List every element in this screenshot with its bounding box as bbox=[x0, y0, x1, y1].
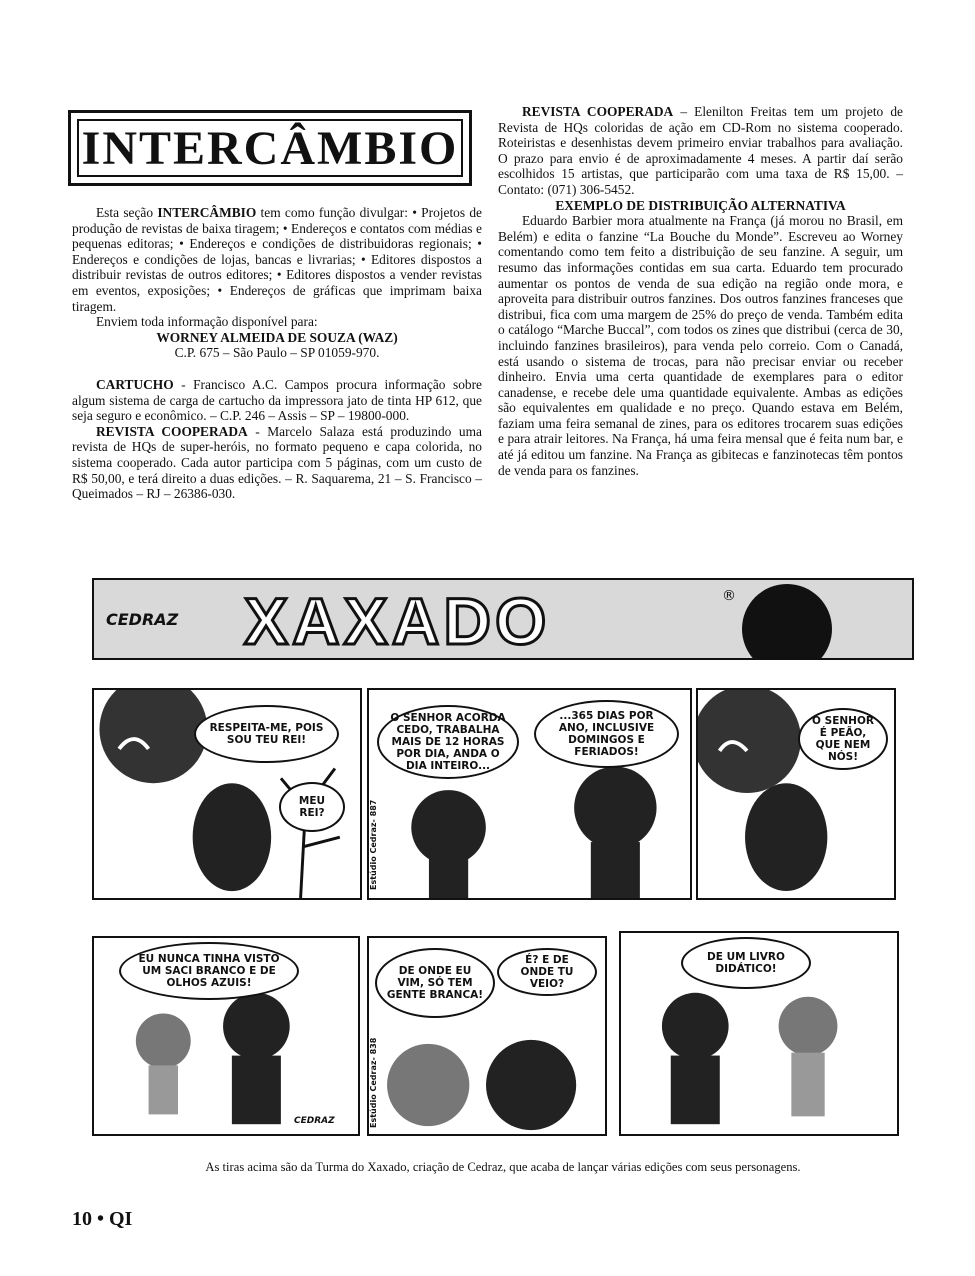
intro-text-bold: INTERCÂMBIO bbox=[157, 205, 257, 220]
example-heading bbox=[498, 198, 903, 214]
speech-bubble: O SENHOR É PEÃO, QUE NEM NÓS! bbox=[798, 708, 888, 770]
spacer bbox=[72, 361, 482, 377]
comic-caption: As tiras acima são da Turma do Xaxado, criação de Cedraz, que acaba de lançar várias edições com seus personagens. bbox=[205, 1160, 801, 1174]
contact-name-text: WORNEY ALMEIDA DE SOUZA (WAZ) bbox=[156, 329, 398, 345]
example-text: Eduardo Barbier mora atualmente na França (já morou no Brasil, em Belém) e edita o fanzine “La Bouche du Monde”. Escreveu ao Worney comentando como tem feito a distribuição de seu fanzine. A seguir, um resumo das informações contidas em sua carta. Eduardo tem procurado aumentar os pontos de venda de sua edição na região onde mora, e aproveita para distribuir outros fanzines. Dos outros fanzines franceses que distribui, fica com uma margem de 25% do preço de venda. Também edita o catálogo “Marche Buccal”, com todos os zines que distribui (cerca de 30, incluindo fanzines brasileiros), para venda pelo correio. Com o Canadá, está usando o sistema de trocas, para não precisar enviar ou receber dinheiro. Envia uma certa quantidade de exemplares para o editor canadense, e recebe dele uma quantidade equivalente. Ambas as edições são equivalentes em qualidade e no preço. Quando estava em Belém, faziam uma feira semanal de zines, para os editores trocarem suas edições e para atrair leitores. Na França, há uma feira mensal que é feita num bar, e até já editou um fanzine. Na França as gibitecas e fanzinotecas têm pontos de venda para os fanzines. bbox=[498, 213, 903, 478]
speech-bubble: MEU REI? bbox=[279, 782, 345, 832]
speech-bubble: DE UM LIVRO DIDÁTICO! bbox=[681, 937, 811, 989]
strip1-panel3 bbox=[696, 688, 896, 900]
strip2-panel1 bbox=[92, 936, 360, 1136]
strip2-panel2 bbox=[367, 936, 607, 1136]
comic-strips bbox=[92, 578, 914, 1158]
banner-author: CEDRAZ bbox=[106, 610, 179, 629]
speech-bubble: DE ONDE EU VIM, SÓ TEM GENTE BRANCA! bbox=[375, 948, 495, 1018]
section-title-frame bbox=[77, 119, 463, 177]
strip1-panel2 bbox=[367, 688, 692, 900]
section-title: INTERCÂMBIO bbox=[81, 121, 459, 175]
example-heading-text: EXEMPLO DE DISTRIBUIÇÃO ALTERNATIVA bbox=[555, 197, 846, 213]
studio-credit: Estúdio Cedraz- 887 bbox=[369, 799, 378, 890]
item-revista-cooperada-2 bbox=[498, 104, 903, 198]
speech-bubble: ...365 DIAS POR ANO, INCLUSIVE DOMINGOS E FERIADOS! bbox=[534, 700, 679, 768]
cartoonist-signature: CEDRAZ bbox=[294, 1116, 335, 1126]
comic-banner bbox=[92, 578, 914, 660]
item-heading: REVISTA COOPERADA bbox=[96, 423, 248, 439]
banner-title: XAXADO bbox=[244, 584, 551, 658]
item-heading: CARTUCHO bbox=[96, 376, 174, 392]
character-head-illustration bbox=[742, 584, 832, 660]
right-column bbox=[498, 104, 903, 478]
studio-credit: Estúdio Cedraz- 838 bbox=[369, 1037, 378, 1128]
speech-bubble: O SENHOR ACORDA CEDO, TRABALHA MAIS DE 12 HORAS POR DIA, ANDA O DIA INTEIRO... bbox=[377, 705, 519, 779]
item-revista-cooperada-1 bbox=[72, 424, 482, 502]
speech-bubble: RESPEITA-ME, POIS SOU TEU REI! bbox=[194, 705, 339, 763]
strip2-panel3 bbox=[619, 931, 899, 1136]
intro-paragraph bbox=[72, 205, 482, 314]
intro-text-post: tem como função divulgar: • Projetos de produção de revistas de baixa tiragem; • Endereços e contatos com médias e pequenas editoras; • Endereços e condições de distribuidoras regionais; • Endereços e condições de lojas, bancas e livrarias; • Editores dispostos a distribuir revistas de outros editores; • Editores dispostos a vender revistas em eventos, exposições; • Endereços de gráficas que imprimam baixa tiragem. bbox=[72, 205, 482, 314]
item-text: - Marcelo Salaza está produzindo uma revista de HQs de super-heróis, no formato pequeno e capa colorida, no sistema cooperado. Cada autor participa com 5 páginas, com um custo de R$ 50,00, e terá direito a duas edições. – R. Saquarema, 21 – S. Francisco – Queimados – RJ – 26386-030. bbox=[72, 423, 482, 502]
contact-name bbox=[72, 330, 482, 346]
intro-text-pre: Esta seção bbox=[96, 205, 158, 220]
intro-send-line: Enviem toda informação disponível para: bbox=[96, 314, 318, 330]
item-cartucho bbox=[72, 377, 482, 424]
speech-bubble: EU NUNCA TINHA VISTO UM SACI BRANCO E DE OLHOS AZUIS! bbox=[119, 942, 299, 1000]
item-text: - Francisco A.C. Campos procura informação sobre algum sistema de carga de cartucho da impressora jato de tinta HP 612, que seja seguro e econômico. – C.P. 246 – Assis – SP – 19800-000. bbox=[72, 376, 482, 424]
contact-address: C.P. 675 – São Paulo – SP 01059-970. bbox=[174, 345, 380, 361]
item-heading: REVISTA COOPERADA bbox=[522, 104, 674, 119]
left-column bbox=[72, 205, 482, 502]
strip1-panel1 bbox=[92, 688, 362, 900]
speech-bubble: É? E DE ONDE TU VEIO? bbox=[497, 948, 597, 996]
registered-mark: ® bbox=[722, 588, 736, 604]
section-title-box bbox=[68, 110, 472, 186]
page-folio: 10 • QI bbox=[72, 1208, 133, 1230]
item-text: – Elenilton Freitas tem um projeto de Revista de HQs coloridas de ação em CD-Rom no sistema cooperado. Roteiristas e desenhistas devem primeiro enviar trabalhos para avaliação. O prazo para envio é de aproximadamente 4 meses. A partir daí serão escolhidos 15 artistas, que participarão com uma taxa de R$ 15,00. – Contato: (071) 306-5452. bbox=[498, 104, 903, 197]
